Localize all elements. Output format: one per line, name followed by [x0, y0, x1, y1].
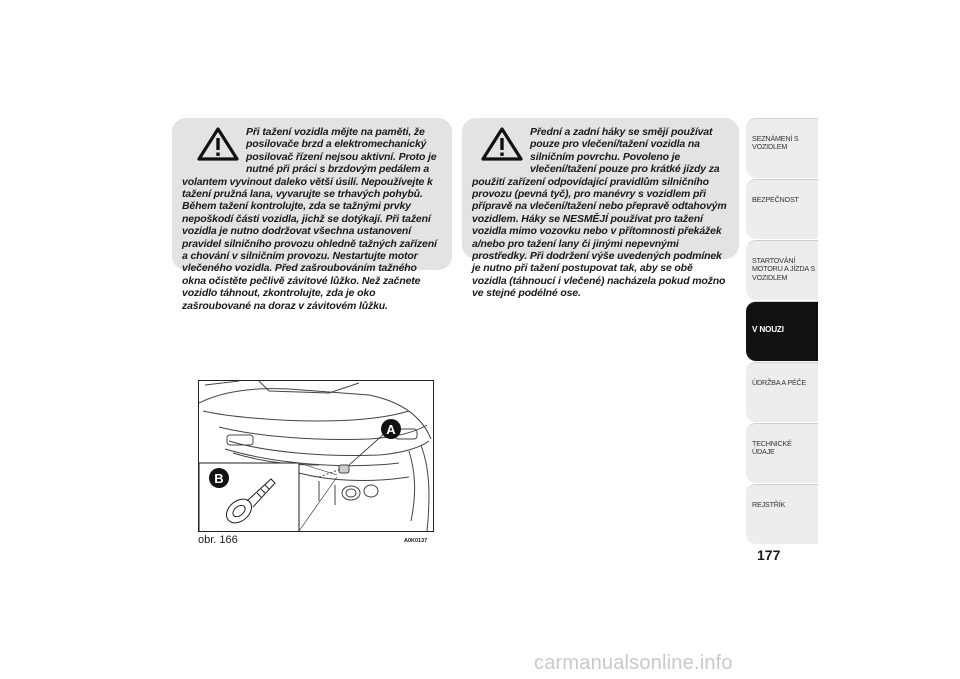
watermark: carmanualsonline.info	[534, 652, 733, 674]
warning-triangle-icon	[480, 126, 524, 162]
tab-technicke-udaje[interactable]: TECHNICKÉ ÚDAJE	[746, 423, 818, 483]
figure-caption: obr. 166	[198, 534, 238, 546]
warning-text-right: Přední a zadní háky se smějí používat pouze pro vlečení/tažení vozidla na silničním povrchu. Povoleno je vlečení/tažení pouze pro krátké jízdy za použití zařízení odpovídající pravidlům silničního provozu (pevná tyč), pro manévry s vozidlem při přípravě na vlečení/tažení nebo přepravě odtahovým vozidlem. Háky se NESMĚJÍ používat pro tažení vozidla mimo vozovku nebo v přítomnosti překážek a/nebo pro tažení lany či jinými nepevnými prostředky. Při dodržení výše uvedených podmínek je nutno při tažení postupovat tak, aby se obě vozidla (táhnoucí i vlečené) nacházela pokud možno ve stejné podélné ose.	[472, 126, 727, 300]
towing-eye-illustration	[198, 380, 434, 532]
tab-v-nouzi[interactable]: V NOUZI	[746, 301, 818, 361]
car-rear-drawing	[199, 381, 434, 532]
warning-triangle-icon	[196, 126, 240, 162]
tab-rejstrik[interactable]: REJSTŘÍK	[746, 484, 818, 544]
page-number: 177	[757, 547, 781, 563]
figure-code: A0K0137	[404, 538, 428, 544]
tab-udrzba[interactable]: ÚDRŽBA A PÉČE	[746, 362, 818, 422]
callout-a-label: A	[386, 422, 396, 437]
tab-seznameni[interactable]: SEZNÁMENÍ S VOZIDLEM	[746, 118, 818, 178]
warning-text-left: Při tažení vozidla mějte na paměti, že posilovače brzd a elektromechanický posilovač řízení nejsou aktivní. Proto je nutné při práci s brzdovým pedálem a volantem vyvinout daleko větší úsilí. Nepoužívejte k tažení pružná lana, vyvarujte se trhavých pohybů. Během tažení kontrolujte, zda se tažnými prvky nepoškodí části vozidla, jichž se dotýkají. Při tažení vozidla je nutno dodržovat všechna ustanovení pravidel silničního provozu ohledně tažných zařízení a chování v silničním provozu. Nestartujte motor vlečeného vozidla. Před zašroubováním tažného okna očistěte pečlivě závitové lůžko. Než začnete vozidlo táhnout, zkontrolujte, zda je oko zašroubované na doraz v závitovém lůžku.	[182, 126, 437, 312]
tab-bezpecnost[interactable]: BEZPEČNOST	[746, 179, 818, 239]
warning-box-right	[462, 118, 739, 300]
warning-box-left	[172, 118, 452, 312]
tab-startovani[interactable]: STARTOVÁNÍ MOTORU A JÍZDA S VOZIDLEM	[746, 240, 818, 300]
callout-b-label: B	[214, 471, 224, 486]
